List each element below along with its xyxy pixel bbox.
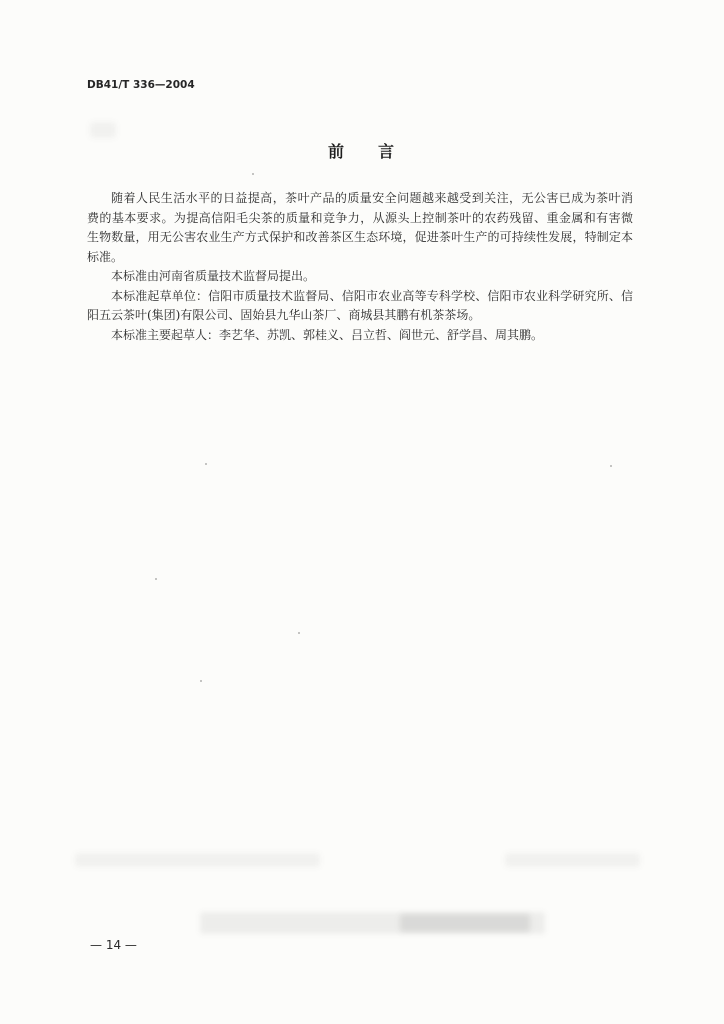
paragraph-line: 本标准主要起草人：李艺华、苏凯、郭桂义、吕立哲、阎世元、舒学昌、周其鹏。 [111,327,544,342]
scan-artifact [75,853,320,867]
scan-speck [252,173,254,175]
paragraph-line: 费的基本要求。为提高信阳毛尖茶的质量和竞争力，从源头上控制茶叶的农药残留、重金属和有害微 [87,210,633,225]
paragraph-drafting-units [87,287,633,326]
scan-speck [298,632,300,634]
paragraph-line: 标准。 [87,249,124,264]
scan-artifact [505,853,640,867]
scan-speck [200,680,202,682]
foreword-body [87,189,633,345]
paragraph-motivation [87,189,633,267]
paragraph-proposer [87,267,633,287]
scan-artifact [400,914,530,932]
scan-artifact [90,122,116,138]
scan-speck [155,578,157,580]
standard-code: DB41/T 336—2004 [87,79,195,91]
scan-speck [205,463,207,465]
scan-speck [610,465,612,467]
paragraph-line: 随着人民生活水平的日益提高，茶叶产品的质量安全问题越来越受到关注，无公害已成为茶叶消 [111,191,633,205]
paragraph-line: 本标准起草单位：信阳市质量技术监督局、信阳市农业高等专科学校、信阳市农业科学研究所、信 [111,288,633,303]
paragraph-drafters [87,326,633,346]
paragraph-line: 阳五云茶叶(集团)有限公司、固始县九华山茶厂、商城县其鹏有机茶茶场。 [87,308,481,322]
page-number: — 14 — [90,938,137,952]
foreword-title: 前言 [328,142,429,161]
paragraph-line: 生物数量，用无公害农业生产方式保护和改善茶区生态环境，促进茶叶生产的可持续性发展，特制定本 [87,230,633,244]
paragraph-line: 本标准由河南省质量技术监督局提出。 [111,269,316,283]
